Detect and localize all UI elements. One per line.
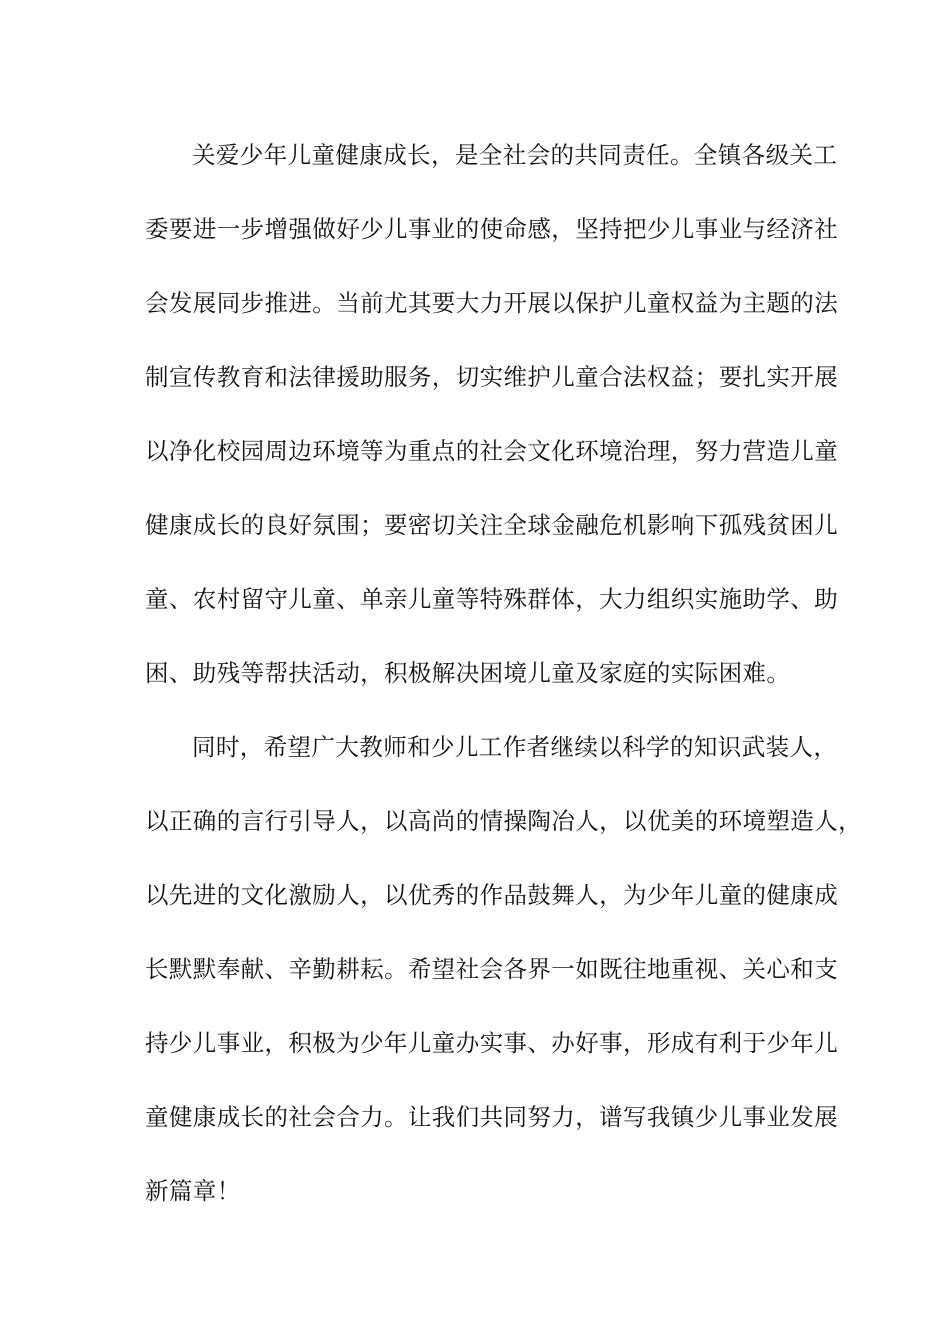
text-line: 同时，希望广大教师和少儿工作者继续以科学的知识武装人，: [192, 733, 838, 761]
text-line: 新篇章！: [145, 1177, 241, 1205]
text-line: 会发展同步推进。当前尤其要大力开展以保护儿童权益为主题的法: [145, 289, 839, 317]
text-line: 以正确的言行引导人，以高尚的情操陶冶人，以优美的环境塑造人，: [145, 807, 862, 835]
text-line: 长默默奉献、辛勤耕耘。希望社会各界一如既往地重视、关心和支: [145, 955, 839, 983]
text-line: 关爱少年儿童健康成长，是全社会的共同责任。全镇各级关工: [192, 141, 838, 169]
text-line: 持少儿事业，积极为少年儿童办实事、办好事，形成有利于少年儿: [145, 1029, 839, 1057]
text-line: 委要进一步增强做好少儿事业的使命感，坚持把少儿事业与经济社: [145, 215, 839, 243]
text-line: 健康成长的良好氛围；要密切关注全球金融危机影响下孤残贫困儿: [145, 511, 839, 539]
text-line: 制宣传教育和法律援助服务，切实维护儿童合法权益；要扎实开展: [145, 363, 839, 391]
text-line: 童健康成长的社会合力。让我们共同努力，谱写我镇少儿事业发展: [145, 1103, 839, 1131]
text-line: 以净化校园周边环境等为重点的社会文化环境治理，努力营造儿童: [145, 437, 839, 465]
text-line: 困、助残等帮扶活动，积极解决困境儿童及家庭的实际困难。: [145, 659, 791, 687]
text-line: 童、农村留守儿童、单亲儿童等特殊群体，大力组织实施助学、助: [145, 585, 839, 613]
text-line: 以先进的文化激励人，以优秀的作品鼓舞人，为少年儿童的健康成: [145, 881, 839, 909]
